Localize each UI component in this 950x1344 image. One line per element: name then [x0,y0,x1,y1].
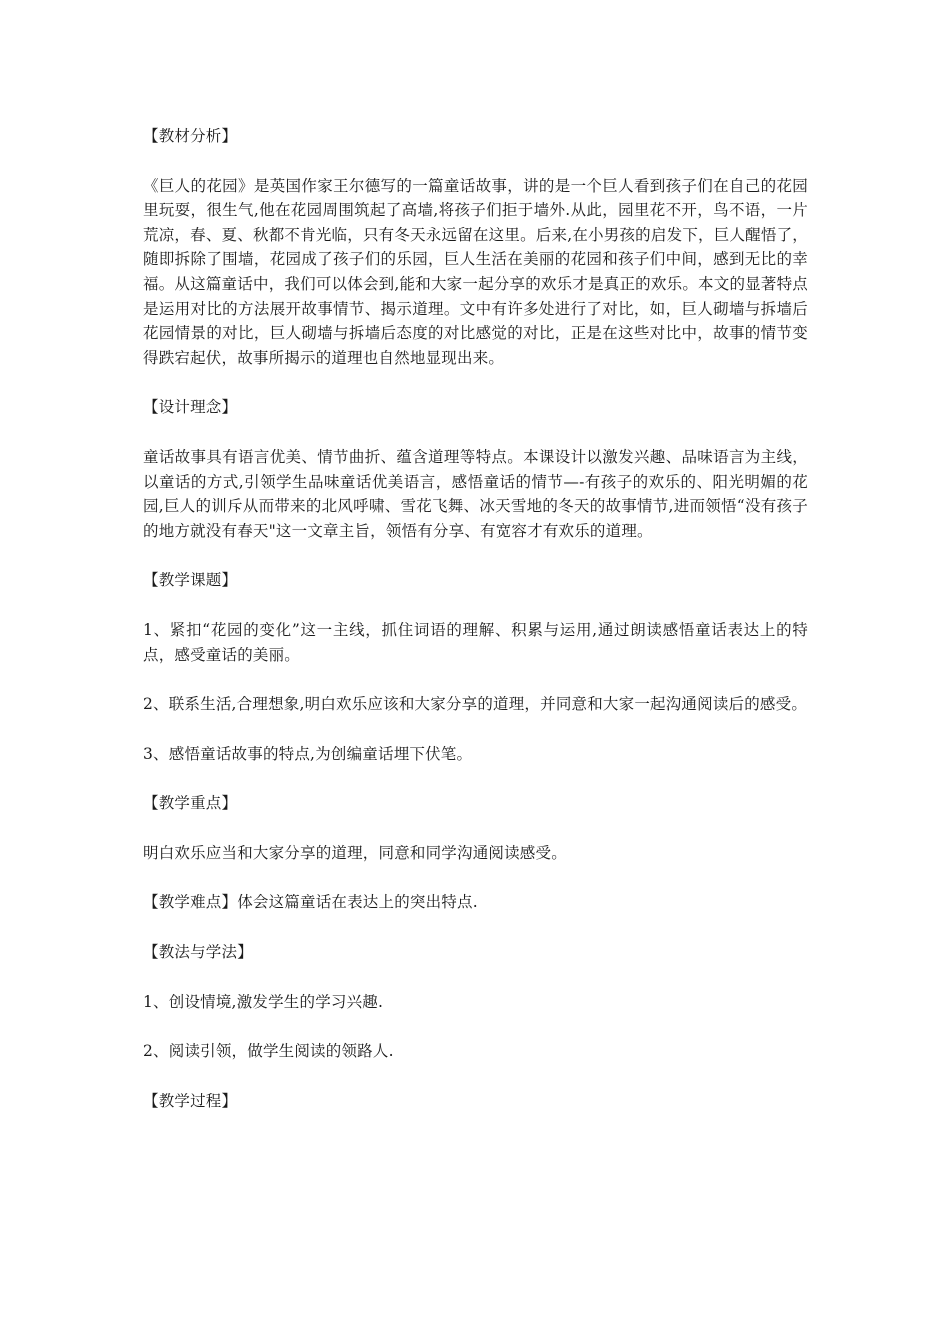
heading-teaching-process: 【教学过程】 [143,1091,238,1110]
paragraph-method-item-1: 1、创设情境,激发学生的学习兴趣. [143,992,384,1011]
paragraph-textbook-analysis: 《巨人的花园》是英国作家王尔德写的一篇童话故事，讲的是一个巨人看到孩子们在自己的花园里玩耍，很生气,他在花园周围筑起了高墙,将孩子们拒于墙外.从此，园里花不开，鸟不语，一片荒凉，春、夏、秋都不肯光临，只有冬天永远留在这里。后来,在小男孩的启发下，巨人醒悟了，随即拆除了围墙，花园成了孩子们的乐园，巨人生活在美丽的花园和孩子们中间，感到无比的幸福。从这篇童话中，我们可以体会到,能和大家一起分享的欢乐才是真正的欢乐。本文的显著特点是运用对比的方法展开故事情节、揭示道理。文中有许多处进行了对比，如，巨人砌墙与拆墙后花园情景的对比，巨人砌墙与拆墙后态度的对比感觉的对比，正是在这些对比中，故事的情节变得跌宕起伏，故事所揭示的道理也自然地显现出来。 [143,176,808,367]
heading-teaching-topic: 【教学课题】 [143,571,238,590]
heading-design-concept: 【设计理念】 [143,398,238,417]
document-body [143,124,808,1138]
heading-textbook-analysis: 【教材分析】 [143,127,238,145]
paragraph-teaching-focus: 明白欢乐应当和大家分享的道理，同意和同学沟通阅读感受。 [143,843,567,862]
paragraph-topic-item-2: 2、联系生活,合理想象,明白欢乐应该和大家分享的道理，并同意和大家一起沟通阅读后的感受。 [143,695,808,714]
paragraph-topic-item-1: 1、紧扣“花园的变化”这一主线，抓住词语的理解、积累与运用,通过朗读感悟童话表达上的特点，感受童话的美丽。 [143,620,808,664]
paragraph-design-concept: 童话故事具有语言优美、情节曲折、蕴含道理等特点。本课设计以激发兴趣、品味语言为主线，以童话的方式,引领学生品味童话优美语言，感悟童话的情节—-有孩子的欢乐的、阳光明媚的花园,巨人的训斥从而带来的北风呼啸、雪花飞舞、冰天雪地的冬天的故事情节,进而领悟“没有孩子的地方就没有春天"这一文章主旨，领悟有分享、有宽容才有欢乐的道理。 [143,447,808,540]
paragraph-topic-item-3: 3、感悟童话故事的特点,为创编童话埋下伏笔。 [143,744,473,763]
heading-teaching-focus: 【教学重点】 [143,794,238,813]
heading-teaching-methods: 【教法与学法】 [143,943,253,962]
paragraph-method-item-2: 2、阅读引领，做学生阅读的领路人. [143,1042,394,1061]
paragraph-teaching-difficulty: 【教学难点】体会这篇童话在表达上的突出特点. [143,893,478,912]
